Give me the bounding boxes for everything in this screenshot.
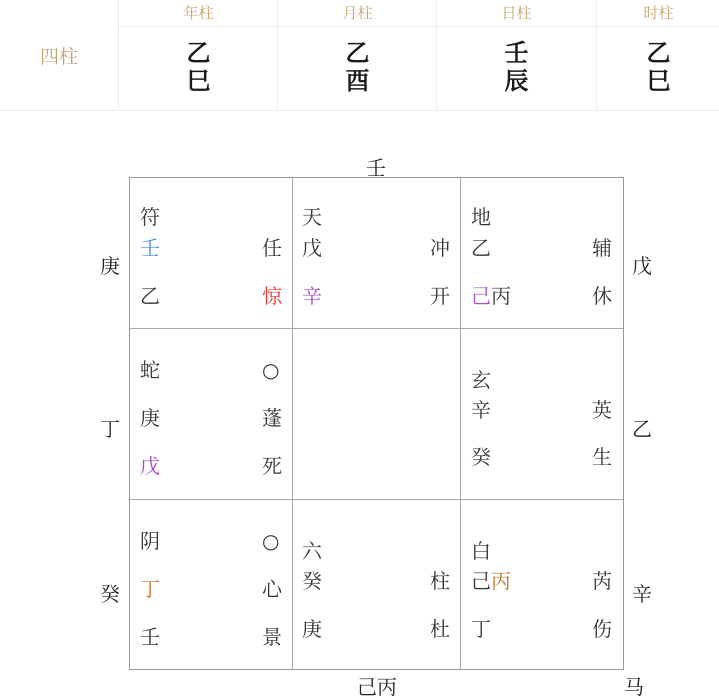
month-pillar-header: 月柱 [278,0,437,27]
hour-pillar [596,0,719,110]
palace-star: 英 [592,398,612,422]
hour-stem: 乙 [646,39,671,67]
palace-star: 任 [262,236,282,260]
palace-deity: 阴 [140,529,160,553]
palace-deity: 地 [471,205,491,229]
four-pillars-panel [0,0,719,111]
palace-heaven-stem: 庚 [140,406,160,430]
palace-door: 休 [592,284,612,308]
palace-deity: 玄 [471,368,491,392]
palace-door: 伤 [592,617,612,641]
palace-heaven-stem: 辛 [471,398,491,422]
palace-heaven-stem-a: 己 [471,569,491,593]
hour-branch: 巳 [646,67,671,95]
palace-heaven-stem: 癸 [302,569,322,593]
top-outer-stem: 壬 [366,156,386,180]
grid-divider [130,499,623,500]
palace-earth-stem: 乙 [140,284,160,308]
palace-door: 杜 [430,617,450,641]
palace-earth-stem-b: 丙 [491,284,511,308]
palace-deity: 白 [471,539,491,563]
palace-door: 景 [262,625,282,649]
palace-door: 开 [430,284,450,308]
palace-deity: 天 [302,205,322,229]
right-stem-top: 戊 [632,254,652,278]
palace-star: 冲 [430,236,450,260]
grid-divider [292,178,293,669]
month-branch: 酉 [345,67,370,95]
palace-heaven-stem: 戊 [302,236,322,260]
palace-star: 心 [262,577,282,601]
year-stem: 乙 [186,39,211,67]
bottom-outer-stems: 己丙 [357,675,397,699]
day-stem: 壬 [504,39,529,67]
void-circle-icon: ○ [262,358,280,382]
palace-earth-stem: 戊 [140,454,160,478]
palace-earth-stem: 癸 [471,445,491,469]
palace-earth-stem: 庚 [302,617,322,641]
month-pillar [277,0,437,110]
year-branch: 巳 [186,67,211,95]
palace-star: 柱 [430,569,450,593]
pillars-row-label: 四柱 [39,45,78,68]
palace-earth-stem-a: 己 [471,284,491,308]
palace-deity: 六 [302,539,322,563]
grid-divider [130,328,623,329]
palace-earth-stem: 丁 [471,617,491,641]
hour-pillar-header: 时柱 [597,0,719,27]
grid-divider [460,178,461,669]
palace-door: 生 [592,445,612,469]
year-pillar-header: 年柱 [119,0,278,27]
palace-heaven-stem: 丁 [140,577,160,601]
palace-earth-stem: 壬 [140,625,160,649]
void-circle-icon: ○ [262,529,280,553]
palace-star: 辅 [592,236,612,260]
month-stem: 乙 [345,39,370,67]
palace-earth-stem: 辛 [302,284,322,308]
right-stem-bottom: 辛 [632,582,652,606]
left-stem-top: 庚 [100,254,120,278]
palace-deity: 蛇 [140,358,160,382]
day-branch: 辰 [504,67,529,95]
palace-deity: 符 [140,205,160,229]
palace-star: 蓬 [262,406,282,430]
day-pillar-header: 日柱 [437,0,596,27]
left-stem-middle: 丁 [100,417,120,441]
horse-mark: 马 [624,675,644,699]
year-pillar [118,0,278,110]
qimen-chart-grid [129,177,624,670]
palace-door: 死 [262,454,282,478]
palace-heaven-stem: 乙 [471,236,491,260]
right-stem-middle: 乙 [632,417,652,441]
palace-heaven-stem: 壬 [140,236,160,260]
palace-door: 惊 [262,284,282,308]
palace-heaven-stem-b: 丙 [491,569,511,593]
left-stem-bottom: 癸 [100,582,120,606]
day-pillar [436,0,596,110]
palace-star: 芮 [592,569,612,593]
